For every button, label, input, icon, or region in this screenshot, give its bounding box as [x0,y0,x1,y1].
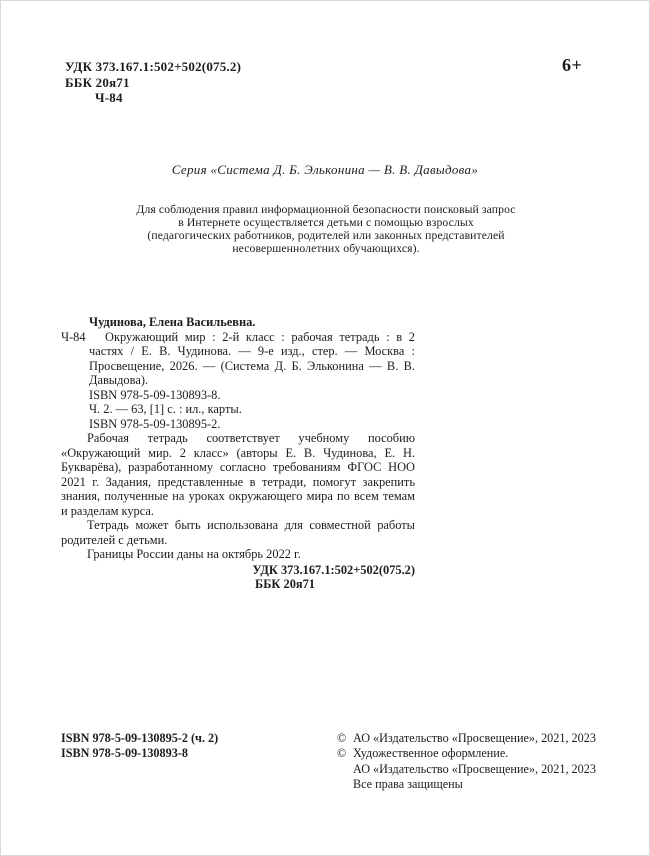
copyright-line [337,777,596,792]
annotation-paragraph: Рабочая тетрадь соответствует учебному пособию «Окружающий мир. 2 класс» (авторы Е. В. Чудинова, Е. Н. Букварёва), разработанному согласно требованиям ФГОС НОО 2021 г. Задания, представленные в тетради, помогут закрепить знания, полученные на уроках окружающего мира по всем темам и разделам курса. [61,431,415,518]
copyright-line [337,762,596,777]
bibliographic-record [61,315,415,592]
annotation-paragraph: Границы России даны на октябрь 2022 г. [87,547,301,561]
copyright-sign [337,762,353,777]
udk-bottom: УДК 373.167.1:502+502(075.2) [252,562,415,577]
copyright-sign: © [337,731,347,745]
safety-notice-line: несовершеннолетних обучающихся). [232,242,420,255]
copyright-sign: © [337,746,347,761]
udk-top: УДК 373.167.1:502+502(075.2) [65,59,242,74]
isbn-line: ISBN 978-5-09-130895-2. [89,416,221,431]
safety-notice-line: Для соблюдения правил информационной безопасности поисковый запрос [136,203,516,216]
author-sign-top: Ч-84 [95,90,123,105]
copyright-line [337,746,596,761]
copyright-text: АО «Издательство «Просвещение», 2021, 2023 [353,731,596,745]
classification-block [65,59,241,106]
bbk-bottom: ББК 20я71 [255,577,315,591]
isbn-line: ISBN 978-5-09-130893-8. [89,387,221,402]
age-rating-badge: 6+ [562,55,583,75]
copyright-text: Все права защищены [353,777,463,792]
catalog-entry [61,329,415,388]
safety-notice-line: в Интернете осуществляется детьми с помощью взрослых [178,216,474,229]
safety-notice-line: (педагогических работников, родителей или законных представителей [147,229,505,242]
copyright-text: АО «Издательство «Просвещение», 2021, 2023 [353,761,596,776]
copyright-text: Художественное оформление. [353,746,509,761]
footer-isbn-line: ISBN 978-5-09-130895-2 (ч. 2) [61,731,219,745]
copyright-line [337,731,596,746]
author-sign: Ч-84 [61,329,86,344]
copyright-sign [337,777,353,792]
bbk-top: ББК 20я71 [65,74,130,90]
annotation-paragraph: Тетрадь может быть использована для совместной работы родителей с детьми. [61,518,415,547]
footer-isbn-line: ISBN 978-5-09-130893-8 [61,746,188,761]
part-line: Ч. 2. — 63, [1] с. : ил., карты. [89,402,242,416]
footer-isbn-block [61,731,218,762]
copyright-block [337,731,596,793]
series-title: Серия «Система Д. Б. Эльконина — В. В. Давыдова» [171,162,479,177]
safety-notice [91,203,561,255]
author-heading: Чудинова, Елена Васильевна. [89,315,256,329]
catalog-description: Окружающий мир : 2-й класс : рабочая тетрадь : в 2 частях / Е. В. Чудинова. — 9-е изд., стер. — Москва : Просвещение, 2026. — (Система Д. Б. Эльконина — В. В. Давыдова). [89,329,415,387]
